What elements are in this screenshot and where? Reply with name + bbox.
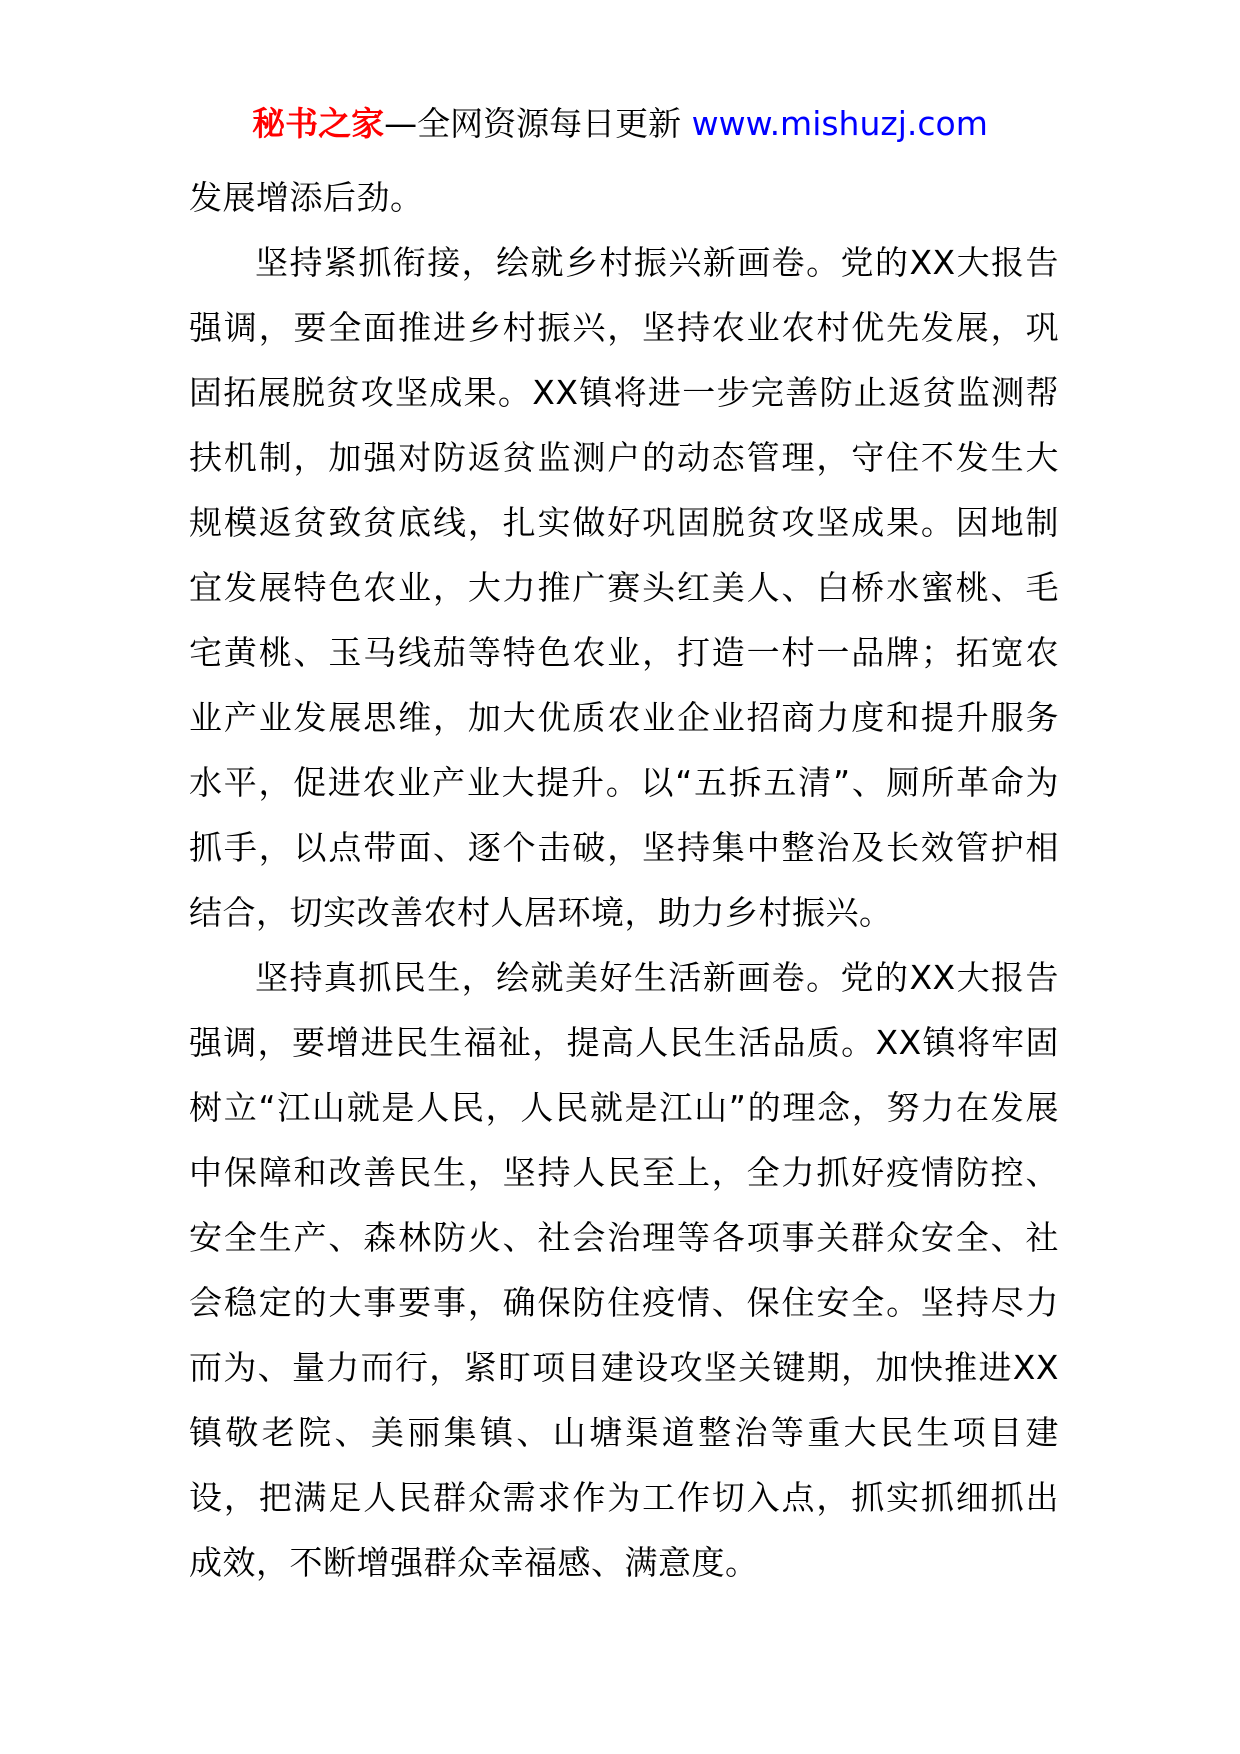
header-brand: 秘书之家 bbox=[252, 104, 385, 143]
document-body bbox=[189, 165, 1059, 1595]
paragraph-continuation: 发展增添后劲。 bbox=[189, 178, 424, 217]
header-slogan: —全网资源每日更新 bbox=[384, 104, 682, 143]
paragraph-rural-revitalization: 坚持紧抓衔接，绘就乡村振兴新画卷。党的XX大报告强调，要全面推进乡村振兴，坚持农业农村优先发展，巩固拓展脱贫攻坚成果。XX镇将进一步完善防止返贫监测帮扶机制，加强对防返贫监测户的动态管理，守住不发生大规模返贫致贫底线，扎实做好巩固脱贫攻坚成果。因地制宜发展特色农业，大力推广赛头红美人、白桥水蜜桃、毛宅黄桃、玉马线茄等特色农业，打造一村一品牌；拓宽农业产业发展思维，加大优质农业企业招商力度和提升服务水平，促进农业产业大提升。以“五拆五清”、厕所革命为抓手，以点带面、逐个击破，坚持集中整治及长效管护相结合，切实改善农村人居环境，助力乡村振兴。 bbox=[189, 243, 1059, 932]
header-url-link[interactable]: www.mishuzj.com bbox=[691, 104, 988, 143]
page-header bbox=[0, 100, 1240, 148]
paragraph-livelihood: 坚持真抓民生，绘就美好生活新画卷。党的XX大报告强调，要增进民生福祉，提高人民生活品质。XX镇将牢固树立“江山就是人民，人民就是江山”的理念，努力在发展中保障和改善民生，坚持人民至上，全力抓好疫情防控、安全生产、森林防火、社会治理等各项事关群众安全、社会稳定的大事要事，确保防住疫情、保住安全。坚持尽力而为、量力而行，紧盯项目建设攻坚关键期，加快推进XX镇敬老院、美丽集镇、山塘渠道整治等重大民生项目建设，把满足人民群众需求作为工作切入点，抓实抓细抓出成效，不断增强群众幸福感、满意度。 bbox=[189, 958, 1059, 1582]
